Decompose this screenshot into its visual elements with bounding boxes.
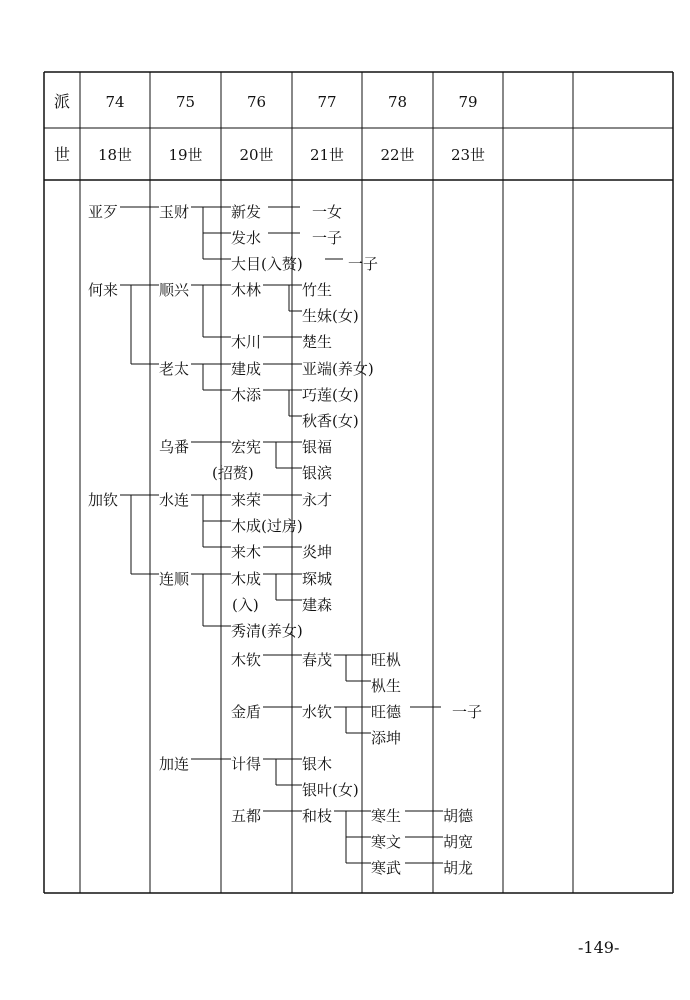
entry-yongcai: 永才: [302, 491, 333, 509]
entry-yinbin: 银滨: [302, 464, 333, 482]
entry-hansheng: 寒生: [371, 807, 402, 825]
pai-number-74: 74: [105, 93, 125, 111]
entry-xinfa: 新发: [231, 203, 262, 221]
entry-chencheng: 琛城: [302, 570, 333, 588]
entry-fashui: 发水: [231, 229, 262, 247]
entry-shuiqin: 水钦: [302, 703, 333, 721]
entry-lairong: 来荣: [231, 491, 262, 509]
generation-label-20: 20世: [239, 146, 274, 164]
entry-wangde: 旺德: [371, 703, 402, 721]
entry-jiancheng: 建成: [231, 360, 262, 378]
entry-fashui_c: 一子: [312, 229, 343, 247]
entry-hulong: 胡龙: [443, 859, 474, 877]
entry-damu: 大目(入赘): [231, 255, 303, 273]
entry-chunmao: 春茂: [302, 651, 333, 669]
entry-qiuxiang: 秋香(女): [302, 412, 359, 430]
entry-xiuqing: 秀清(养女): [231, 622, 303, 640]
entry-jialian: 加连: [159, 755, 190, 773]
entry-hongxian: 宏宪: [231, 438, 262, 456]
entry-yaduan: 亚端(养女): [302, 360, 374, 378]
entry-mutian: 木添: [231, 386, 262, 404]
entry-jiaqin: 加钦: [88, 491, 119, 509]
entry-jide: 计得: [231, 755, 262, 773]
entry-chusheng: 楚生: [302, 333, 333, 351]
entry-lianshun: 连顺: [159, 570, 190, 588]
generation-label-23: 23世: [450, 146, 486, 164]
entry-hezhi: 和枝: [302, 807, 333, 825]
entry-qiaolian: 巧莲(女): [302, 386, 359, 404]
pai-number-76: 76: [246, 93, 267, 111]
entry-shuilian: 水连: [159, 491, 190, 509]
entry-fengsheng: 枞生: [371, 677, 402, 695]
pai-label: 派: [53, 92, 71, 111]
entry-jiansen: 建森: [302, 596, 333, 614]
entry-hanwu: 寒武: [371, 859, 402, 877]
entry-ru: (入): [232, 596, 259, 614]
entry-wangfeng: 旺枞: [371, 651, 402, 669]
pai-number-78: 78: [387, 93, 408, 111]
shi-label: 世: [53, 145, 71, 164]
entry-laimu: 来木: [231, 543, 262, 561]
entry-muqin: 木钦: [231, 651, 262, 669]
entry-muchuan: 木川: [231, 333, 262, 351]
generation-label-22: 22世: [380, 146, 415, 164]
entry-mulin: 木林: [231, 281, 262, 299]
entry-zhusheng: 竹生: [302, 281, 333, 299]
entry-shengmei: 生妹(女): [302, 307, 359, 325]
page-number: -149-: [578, 938, 620, 957]
entry-yinye: 银叶(女): [302, 781, 359, 799]
entry-xinfa_c: 一女: [312, 203, 343, 221]
entry-laotai: 老太: [159, 360, 190, 378]
entry-mucheng1: 木成(过房): [231, 517, 303, 535]
entry-wangde_c: 一子: [452, 703, 483, 721]
entry-tiankun: 添坤: [371, 729, 402, 747]
entry-yinfu: 银福: [302, 438, 333, 456]
entry-wudu: 五都: [231, 807, 262, 825]
entry-helai: 何来: [88, 281, 119, 299]
entry-mucheng2: 木成: [231, 570, 262, 588]
entry-yinmu: 银木: [302, 755, 333, 773]
entry-wufan: 乌番: [159, 438, 190, 456]
entry-jindun: 金盾: [231, 703, 262, 721]
entry-shunxing: 顺兴: [159, 281, 190, 299]
generation-label-18: 18世: [97, 146, 133, 164]
entry-zhaozhui: (招赘): [212, 464, 254, 482]
generation-label-19: 19世: [168, 146, 203, 164]
entry-hanwen: 寒文: [371, 833, 402, 851]
pai-number-75: 75: [175, 93, 196, 111]
entry-yankun: 炎坤: [302, 543, 333, 561]
entry-yucai: 玉财: [159, 203, 190, 221]
entry-hukuan: 胡宽: [443, 833, 474, 851]
entry-damu_c: 一子: [348, 255, 379, 273]
entry-hude: 胡德: [443, 807, 474, 825]
pai-number-77: 77: [317, 93, 337, 111]
generation-label-21: 21世: [309, 146, 345, 164]
entry-yade: 亚歹: [88, 203, 119, 221]
pai-number-79: 79: [458, 93, 478, 111]
